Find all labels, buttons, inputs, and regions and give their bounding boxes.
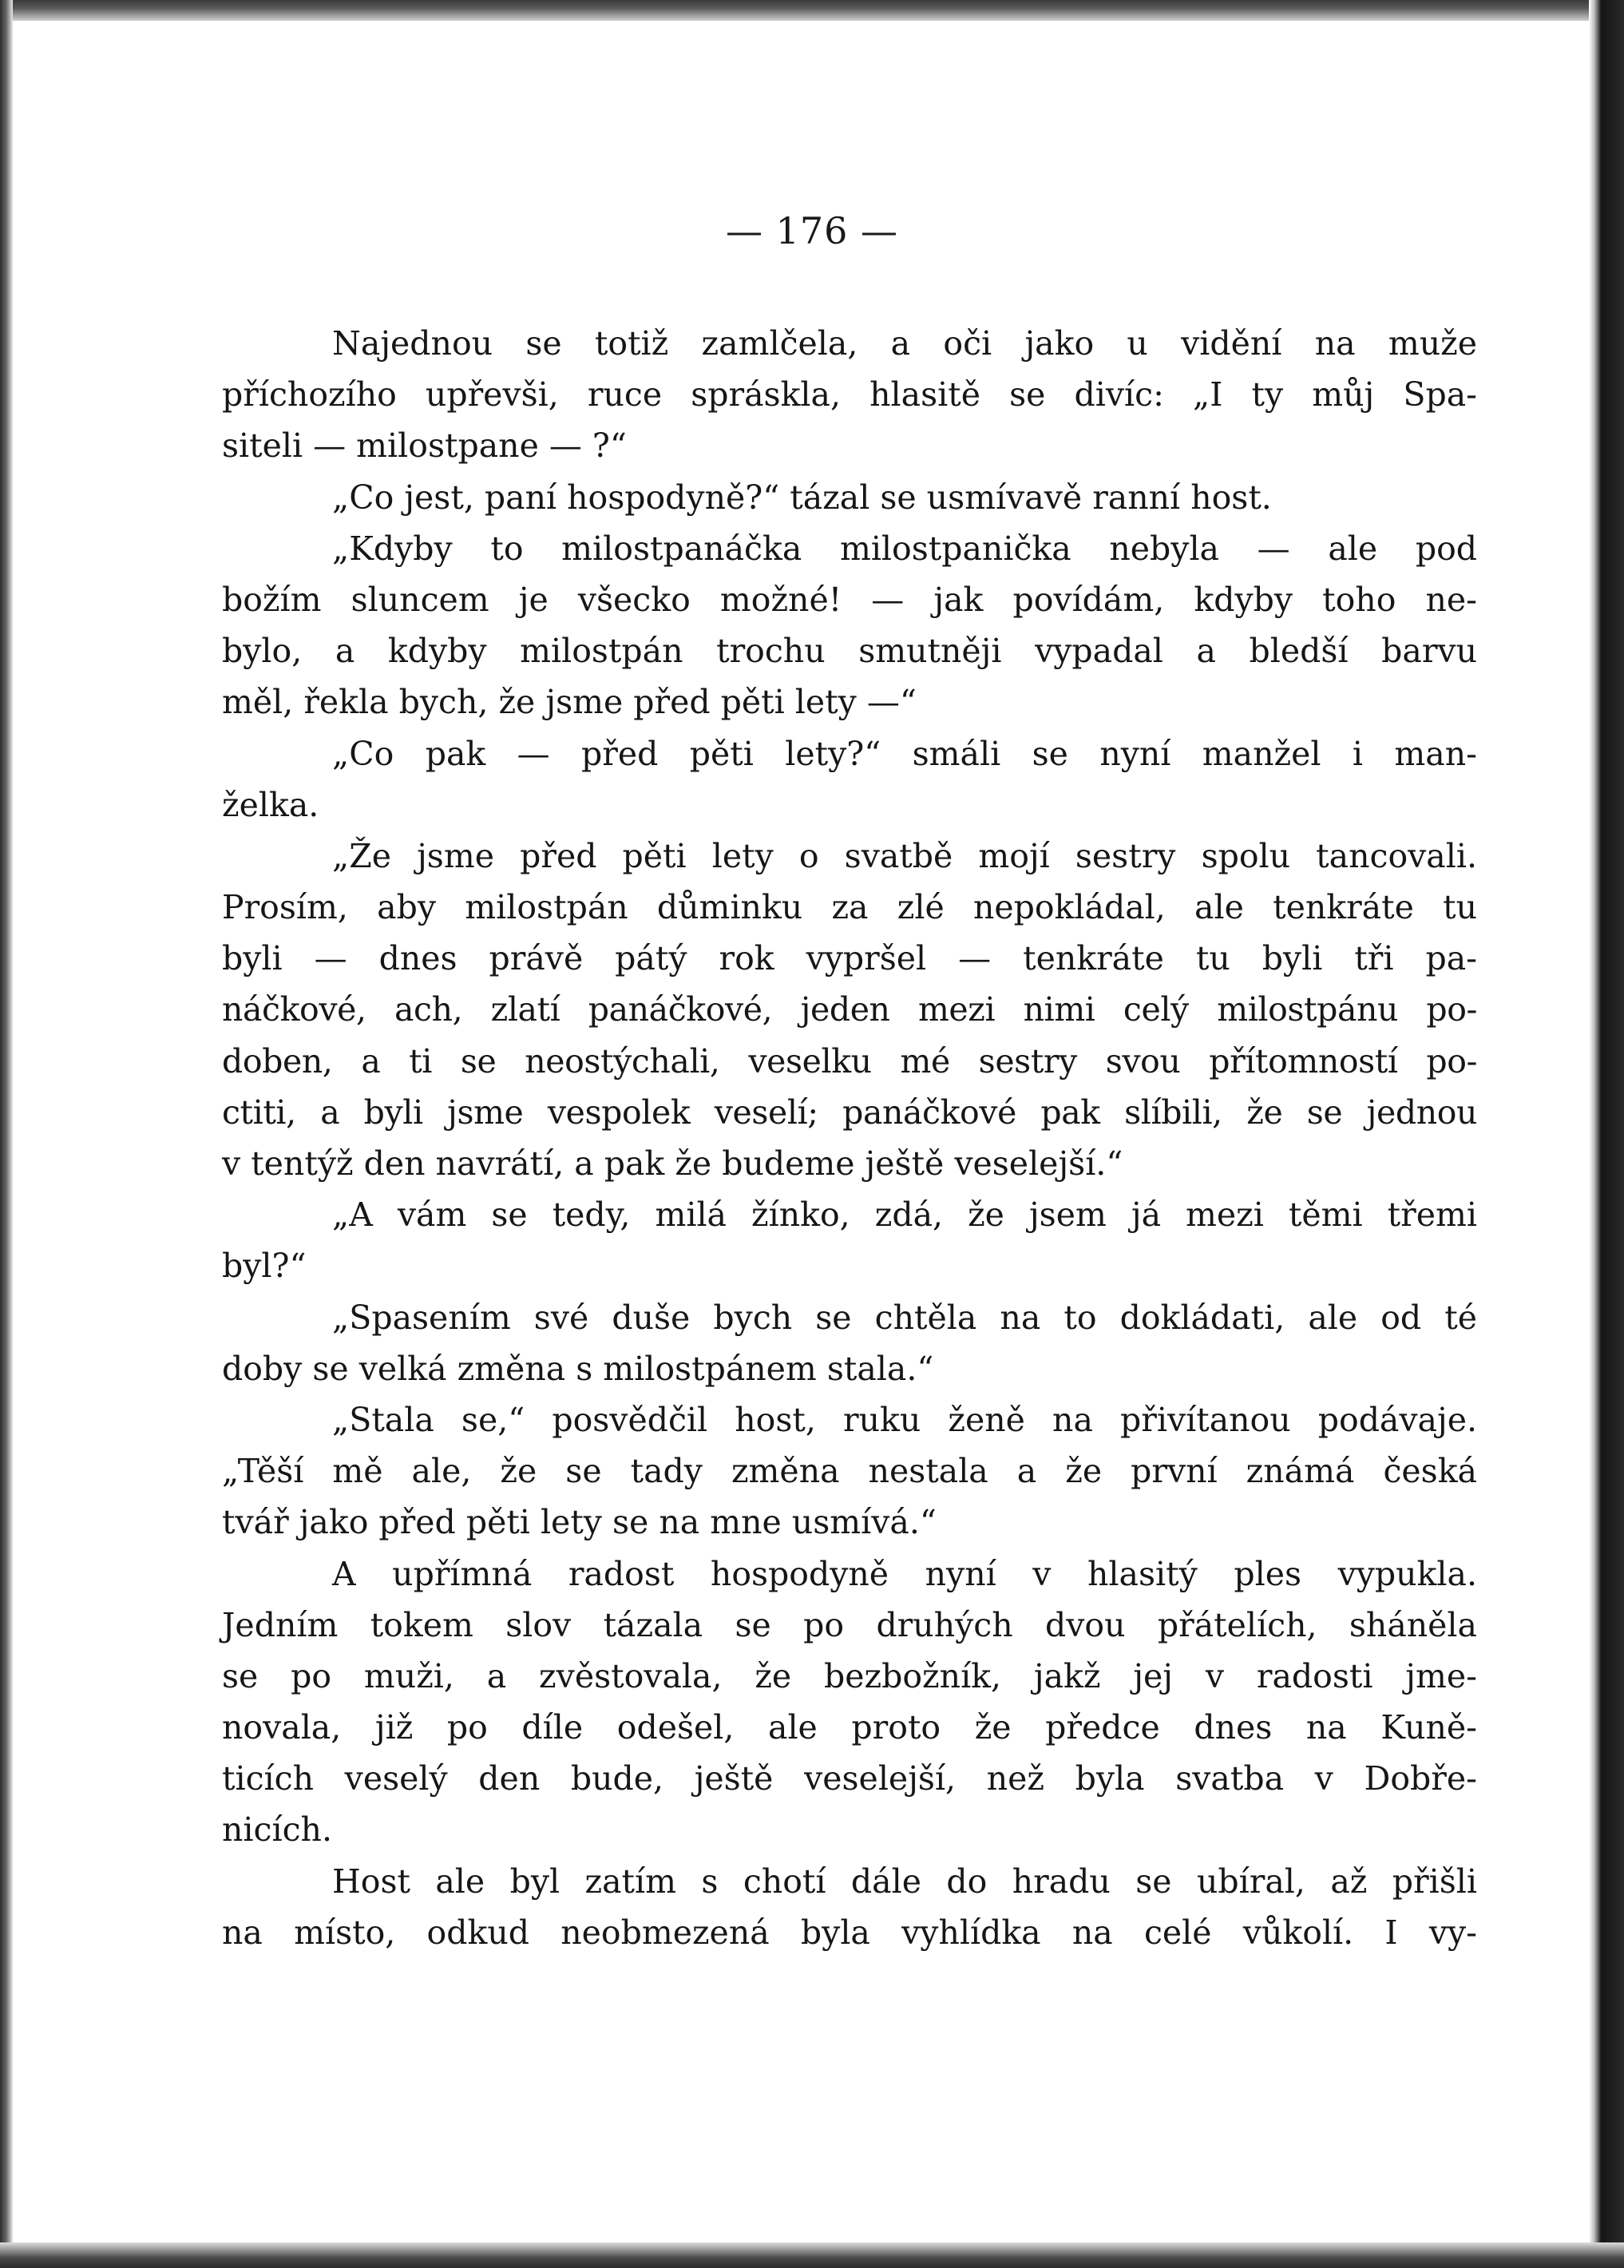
text-line: tvář jako před pěti lety se na mne usmívá.“ (222, 1503, 937, 1542)
text-line: byl?“ (222, 1247, 307, 1286)
text-line: příchozího upřevši, ruce spráskla, hlasitě se divíc: „I ty můj Spa- (222, 375, 1477, 414)
text-line: „Stala se,“ posvědčil host, ruku ženě na přivítanou podávaje. (332, 1400, 1477, 1439)
text-line: byli — dnes právě pátý rok vypršel — tenkráte tu byli tři pa- (222, 939, 1477, 978)
scan-edge-left (0, 0, 13, 2268)
text-line: božím sluncem je všecko možné! — jak povídám, kdyby toho ne- (222, 580, 1477, 619)
text-line: náčkové, ach, zlatí panáčkové, jeden mezi nimi celý milostpánu po- (222, 990, 1477, 1029)
scan-edge-top (0, 0, 1624, 21)
text-line: „Spasením své duše bych se chtěla na to dokládati, ale od té (332, 1298, 1477, 1337)
text-line: Jedním tokem slov tázala se po druhých dvou přátelích, sháněla (222, 1605, 1477, 1644)
text-line: nicích. (222, 1810, 332, 1850)
text-line: měl, řekla bych, že jsme před pěti lety —“ (222, 683, 917, 722)
scan-edge-bottom (0, 2242, 1624, 2268)
scan-edge-right (1589, 0, 1624, 2268)
text-line: novala, již po díle odešel, ale proto že předce dnes na Kuně- (222, 1708, 1477, 1747)
text-line: ctiti, a byli jsme vespolek veselí; panáčkové pak slíbili, že se jednou (222, 1092, 1477, 1132)
page-number: — 176 — (725, 209, 899, 252)
text-line: siteli — milostpane — ?“ (222, 426, 627, 466)
text-line: ticích veselý den bude, ještě veselejší, než byla svatba v Dobře- (222, 1759, 1477, 1798)
text-line: „Co pak — před pěti lety?“ smáli se nyní manžel i man- (332, 734, 1477, 773)
text-line: doben, a ti se neostýchali, veselku mé sestry svou přítomností po- (222, 1041, 1477, 1080)
text-line: A upřímná radost hospodyně nyní v hlasitý ples vypukla. (332, 1554, 1477, 1593)
text-line: Host ale byl zatím s chotí dále do hradu se ubíral, až přišli (332, 1862, 1477, 1901)
text-line: Najednou se totiž zamlčela, a oči jako u vidění na muže (332, 324, 1477, 363)
text-line: „Těší mě ale, že se tady změna nestala a že první známá česká (222, 1452, 1477, 1491)
text-line: „Co jest, paní hospodyně?“ tázal se usmívavě ranní host. (332, 478, 1272, 517)
body-text (222, 318, 1477, 1958)
text-line: „Kdyby to milostpanáčka milostpanička nebyla — ale pod (332, 529, 1477, 568)
text-line: „A vám se tedy, milá žínko, zdá, že jsem já mezi těmi třemi (332, 1195, 1477, 1235)
text-line: Prosím, aby milostpán důminku za zlé nepokládal, ale tenkráte tu (222, 888, 1477, 927)
text-line: doby se velká změna s milostpánem stala.“ (222, 1349, 934, 1388)
text-line: v tentýž den navrátí, a pak že budeme ještě veselejší.“ (222, 1144, 1123, 1183)
text-line: „Že jsme před pěti lety o svatbě mojí sestry spolu tancovali. (332, 836, 1477, 875)
text-line: želka. (222, 785, 319, 824)
text-line: na místo, odkud neobmezená byla vyhlídka na celé vůkolí. I vy- (222, 1913, 1477, 1952)
text-line: bylo, a kdyby milostpán trochu smutněji vypadal a bledší barvu (222, 632, 1477, 671)
text-line: se po muži, a zvěstovala, že bezbožník, jakž jej v radosti jme- (222, 1656, 1477, 1695)
